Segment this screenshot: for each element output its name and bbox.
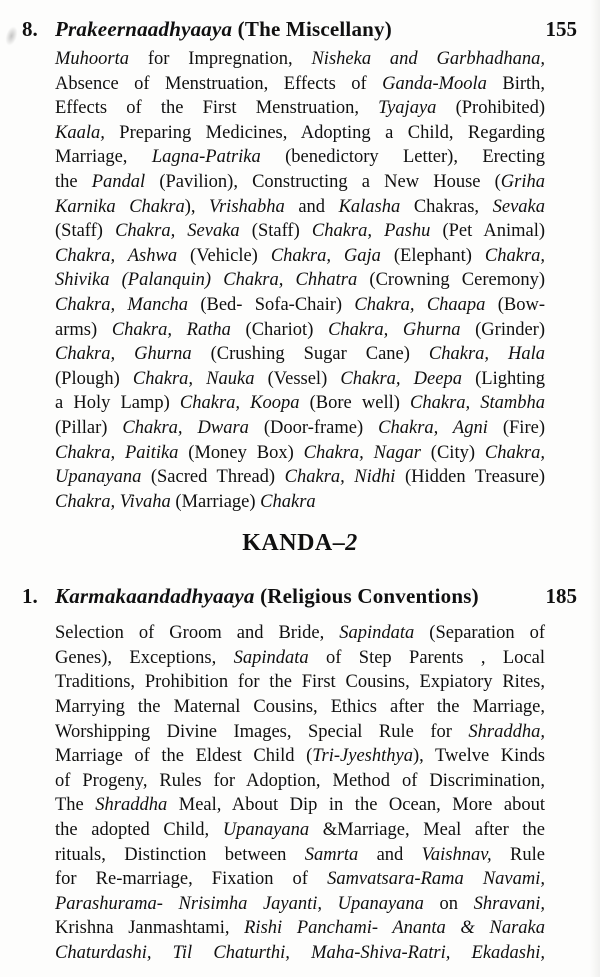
toc-body-line: [55, 391, 545, 416]
toc-body-line: [55, 720, 545, 745]
toc-body-line: [55, 465, 545, 490]
plain-text: (Bed- Sofa-Chair): [188, 294, 355, 315]
italic-term: Upanayana: [55, 467, 142, 488]
italic-term: Samvatsara-Rama Navami,: [327, 869, 546, 890]
plain-text: Preparing Medicines, Adopting a Child, Regarding: [104, 122, 545, 143]
plain-text: Krishna Janmashtami,: [55, 918, 245, 939]
italic-term: Chakra, Chaapa: [354, 294, 486, 315]
plain-text: (Sacred Thread): [141, 467, 285, 488]
entry-title: [55, 583, 546, 609]
italic-term: Tyajaya: [378, 98, 437, 119]
section-label: KANDA–: [242, 530, 346, 557]
toc-body-line: [55, 342, 545, 367]
plain-text: the adopted Child,: [55, 820, 223, 841]
plain-text: (Grinder): [460, 319, 546, 340]
plain-text: of Step Parents , Local: [308, 647, 545, 668]
plain-text: (Pillar): [55, 417, 123, 438]
plain-text: (Vessel): [254, 368, 341, 389]
plain-text: (Religious Conventions): [254, 584, 479, 609]
plain-text: and: [284, 196, 339, 217]
toc-body-line: [55, 170, 545, 195]
plain-text: (Staff): [55, 221, 116, 242]
italic-term: Chakra,: [484, 442, 545, 463]
toc-body-line: [55, 621, 545, 646]
plain-text: Marriage of the Eldest Child (: [55, 746, 313, 767]
toc-body-line: [55, 490, 545, 515]
plain-text: Marriage,: [55, 147, 152, 168]
plain-text: (Staff): [239, 221, 312, 242]
italic-term: Chakra: [260, 491, 316, 512]
plain-text: Meal, About Dip in the Ocean, More about: [167, 795, 545, 816]
entry-header: [22, 583, 577, 609]
italic-term: Chakra, Agni: [378, 417, 488, 438]
italic-term: Sapindata: [233, 647, 309, 668]
toc-body-line: [55, 769, 545, 794]
toc-body-line: [55, 293, 545, 318]
plain-text: Genes), Exceptions,: [55, 647, 234, 668]
italic-term: Karnika Chakra: [55, 196, 185, 217]
plain-text: (Crushing Sugar Cane): [191, 344, 429, 365]
toc-body-line: [55, 941, 545, 966]
italic-term: Chakra, Mancha: [55, 294, 189, 315]
toc-body-line: [55, 416, 545, 441]
italic-term: Chakra, Paitika: [55, 442, 179, 463]
italic-term: Shivika (Palanquin) Chakra, Chhatra: [55, 270, 358, 291]
section-heading-kanda-2: [0, 529, 600, 557]
plain-text: (The Miscellany): [232, 17, 392, 41]
italic-term: Samrta: [304, 844, 359, 865]
plain-text: Marrying the Maternal Cousins, Ethics after the Marriage,: [55, 697, 545, 718]
entry-number: 8.: [22, 17, 38, 41]
plain-text: (Crowning Ceremony): [357, 270, 545, 291]
plain-text: Birth,: [486, 73, 546, 94]
italic-term: Chakra, Koopa: [179, 393, 300, 414]
plain-text: (Separation of: [414, 623, 545, 644]
italic-term: Nisheka and Garbhadhana,: [311, 49, 545, 69]
plain-text: Absence of Menstruation, Effects of: [55, 73, 383, 94]
toc-body-line: [55, 867, 545, 892]
plain-text: on: [423, 893, 474, 914]
plain-text: (Chariot): [230, 319, 329, 340]
toc-body-line: [55, 916, 545, 941]
italic-term: Rishi Panchami- Ananta & Naraka: [244, 918, 545, 939]
italic-term: Chakra, Deepa: [340, 368, 462, 389]
plain-text: (City): [420, 442, 485, 463]
italic-term: Prakeernaadhyaaya: [55, 17, 233, 41]
toc-body-line: [55, 646, 545, 671]
plain-text: (Bore well): [299, 393, 411, 414]
plain-text: for Impregnation,: [129, 49, 312, 69]
entry-page-number: 155: [545, 17, 577, 41]
italic-term: Kaala,: [55, 122, 105, 143]
italic-term: Vrishabha: [209, 196, 285, 217]
entry-title: [55, 16, 546, 42]
section-number: 2: [345, 530, 358, 557]
toc-body-line: [55, 72, 545, 97]
plain-text: (Pet Animal): [430, 221, 545, 242]
italic-term: Chakra, Nagar: [303, 442, 421, 463]
toc-body-line: [55, 818, 545, 843]
italic-term: Muhoorta: [55, 49, 129, 69]
toc-entry-karmakaandadhyaaya: [0, 583, 600, 965]
italic-term: Chakra, Sevaka: [115, 221, 240, 242]
italic-term: Shraddha,: [468, 721, 545, 742]
toc-entry-prakeernaadhyaaya: [0, 16, 600, 514]
plain-text: rituals, Distinction between: [55, 844, 305, 865]
italic-term: Sapindata: [339, 623, 415, 644]
italic-term: Parashurama- Nrisimha Jayanti, Upanayana: [55, 893, 424, 914]
toc-body-line: [55, 793, 545, 818]
italic-term: Chakra, Dwara: [122, 417, 249, 438]
italic-term: Griha: [500, 171, 545, 192]
italic-term: Chakra, Stambha: [410, 393, 546, 414]
entry-header: [22, 16, 577, 42]
toc-body-line: [55, 744, 545, 769]
plain-text: Rule: [491, 844, 545, 865]
italic-term: Chakra, Pashu: [311, 221, 431, 242]
toc-body-line: [55, 695, 545, 720]
toc-body-line: [55, 121, 545, 146]
italic-term: Chakra, Vivaha: [55, 491, 171, 512]
toc-body-line: [55, 96, 545, 121]
italic-term: Chakra,: [484, 245, 546, 266]
italic-term: Sevaka: [492, 196, 546, 217]
plain-text: the: [55, 171, 92, 192]
plain-text: (Lighting: [461, 368, 545, 389]
plain-text: (Bow-: [485, 294, 545, 315]
italic-term: Chakra, Ashwa: [55, 245, 178, 266]
plain-text: Effects of the First Menstruation,: [55, 98, 379, 119]
entry-number: 1.: [22, 584, 38, 609]
italic-term: Ganda-Moola: [382, 73, 487, 94]
italic-term: Tri-Jyeshthya: [312, 746, 413, 767]
plain-text: Selection of Groom and Bride,: [55, 623, 340, 644]
plain-text: (Hidden Treasure): [395, 467, 545, 488]
italic-term: Kalasha: [338, 196, 401, 217]
entry-description: [55, 47, 545, 514]
plain-text: arms): [55, 319, 112, 340]
plain-text: a Holy Lamp): [55, 393, 180, 414]
plain-text: ),: [184, 196, 210, 217]
italic-term: Chakra, Gaja: [270, 245, 381, 266]
plain-text: (Marriage): [170, 491, 261, 512]
italic-term: Chakra, Ratha: [111, 319, 231, 340]
toc-body-line: [55, 441, 545, 466]
plain-text: and: [358, 844, 422, 865]
plain-text: &Marriage, Meal after the: [309, 820, 545, 841]
toc-body-line: [55, 367, 545, 392]
italic-term: Chaturdashi, Til Chaturthi, Maha-Shiva-Ratri, Ekadashi,: [55, 943, 545, 963]
plain-text: (Fire): [487, 417, 545, 438]
plain-text: for Re-marriage, Fixation of: [55, 869, 328, 890]
toc-body-line: [55, 244, 545, 269]
plain-text: (Prohibited): [436, 98, 545, 119]
italic-term: Shraddha: [95, 795, 168, 816]
italic-term: Karmakaandadhyaaya: [55, 584, 255, 609]
plain-text: of Progeny, Rules for Adoption, Method of Discrimination,: [55, 770, 545, 791]
plain-text: (Door-frame): [248, 417, 379, 438]
toc-body-line: [55, 195, 545, 220]
plain-text: ), Twelve Kinds: [412, 746, 545, 767]
plain-text: Traditions, Prohibition for the First Cousins, Expiatory Rites,: [55, 672, 545, 693]
italic-term: Chakra, Ghurna: [55, 344, 192, 365]
italic-term: Chakra, Nauka: [132, 368, 255, 389]
italic-term: Chakra, Hala: [428, 344, 546, 365]
toc-body-line: [55, 145, 545, 170]
italic-term: Vaishnav,: [421, 844, 492, 865]
toc-body-line: [55, 219, 545, 244]
italic-term: Chakra, Ghurna: [328, 319, 461, 340]
entry-page-number: 185: [545, 584, 577, 609]
plain-text: (benedictory Letter), Erecting: [260, 147, 545, 168]
toc-body-line: [55, 892, 545, 917]
plain-text: (Vehicle): [177, 245, 271, 266]
entry-description: [55, 621, 545, 965]
toc-body-line: [55, 843, 545, 868]
plain-text: (Pavilion), Constructing a New House (: [145, 171, 501, 192]
plain-text: (Elephant): [380, 245, 485, 266]
plain-text: (Plough): [55, 368, 133, 389]
italic-term: Chakra, Nidhi: [284, 467, 396, 488]
toc-body-line: [55, 318, 545, 343]
toc-body-line: [55, 670, 545, 695]
toc-body-line: [55, 268, 545, 293]
plain-text: Worshipping Divine Images, Special Rule for: [55, 721, 469, 742]
italic-term: Shravani,: [473, 893, 546, 914]
italic-term: Pandal: [91, 171, 146, 192]
italic-term: Lagna-Patrika: [151, 147, 261, 168]
plain-text: (Money Box): [178, 442, 304, 463]
plain-text: Chakras,: [400, 196, 493, 217]
toc-body-line: [55, 47, 545, 72]
plain-text: The: [55, 795, 96, 816]
italic-term: Upanayana: [222, 820, 310, 841]
